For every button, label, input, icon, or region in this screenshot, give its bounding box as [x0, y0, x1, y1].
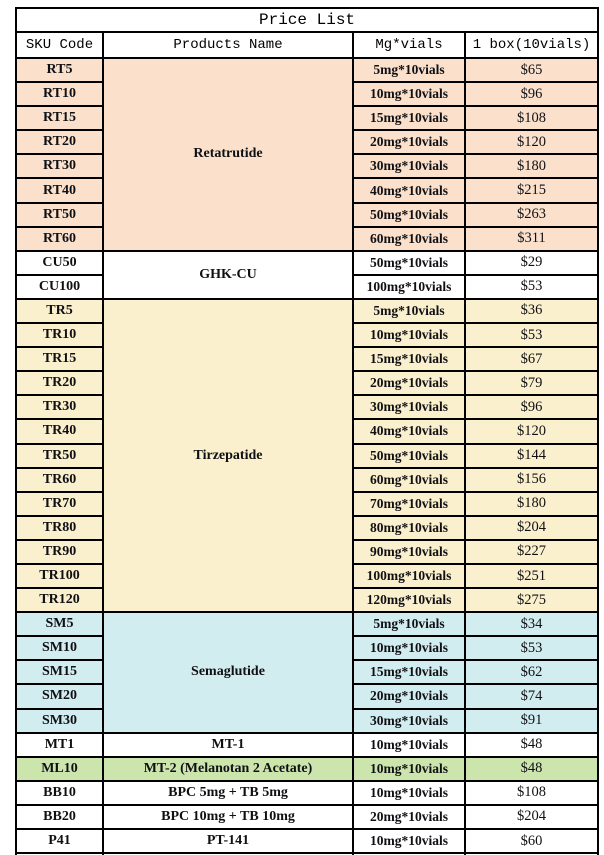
- mg-vials-cell: 10mg*10vials: [353, 636, 465, 660]
- price-cell: $180: [465, 492, 598, 516]
- sku-cell: RT20: [16, 130, 103, 154]
- sku-cell: TR10: [16, 323, 103, 347]
- mg-vials-cell: 80mg*10vials: [353, 516, 465, 540]
- sku-cell: TR20: [16, 371, 103, 395]
- sku-cell: TR90: [16, 540, 103, 564]
- price-cell: $34: [465, 612, 598, 636]
- price-cell: $29: [465, 251, 598, 275]
- page-title: Price List: [16, 8, 598, 32]
- mg-vials-cell: 10mg*10vials: [353, 757, 465, 781]
- price-cell: $48: [465, 757, 598, 781]
- sku-cell: RT40: [16, 178, 103, 202]
- table-row: [16, 781, 598, 805]
- mg-vials-cell: 5mg*10vials: [353, 58, 465, 82]
- price-cell: $53: [465, 275, 598, 299]
- mg-vials-cell: 100mg*10vials: [353, 564, 465, 588]
- sku-cell: RT30: [16, 154, 103, 178]
- mg-vials-cell: 20mg*10vials: [353, 371, 465, 395]
- sku-cell: TR30: [16, 395, 103, 419]
- sku-cell: SM10: [16, 636, 103, 660]
- sku-cell: TR5: [16, 299, 103, 323]
- mg-vials-cell: 30mg*10vials: [353, 709, 465, 733]
- price-cell: $53: [465, 323, 598, 347]
- price-cell: $48: [465, 733, 598, 757]
- sku-cell: TR40: [16, 419, 103, 443]
- sku-cell: TR70: [16, 492, 103, 516]
- price-cell: $67: [465, 347, 598, 371]
- price-cell: $79: [465, 371, 598, 395]
- table-row: [16, 757, 598, 781]
- mg-vials-cell: 120mg*10vials: [353, 588, 465, 612]
- product-name-cell: MT-2 (Melanotan 2 Acetate): [103, 757, 353, 781]
- mg-vials-cell: 60mg*10vials: [353, 468, 465, 492]
- price-cell: $62: [465, 660, 598, 684]
- mg-vials-cell: 20mg*10vials: [353, 805, 465, 829]
- mg-vials-cell: 50mg*10vials: [353, 444, 465, 468]
- sku-cell: BB20: [16, 805, 103, 829]
- sku-cell: TR80: [16, 516, 103, 540]
- column-header-products-name: Products Name: [103, 32, 353, 58]
- price-cell: $204: [465, 805, 598, 829]
- mg-vials-cell: 10mg*10vials: [353, 829, 465, 853]
- price-rows: [16, 8, 598, 855]
- price-cell: $251: [465, 564, 598, 588]
- mg-vials-cell: 10mg*10vials: [353, 82, 465, 106]
- sku-cell: RT60: [16, 227, 103, 251]
- price-cell: $120: [465, 419, 598, 443]
- product-name-cell: Semaglutide: [103, 612, 353, 732]
- sku-cell: SM30: [16, 709, 103, 733]
- mg-vials-cell: 5mg*10vials: [353, 612, 465, 636]
- sku-cell: SM15: [16, 660, 103, 684]
- price-cell: $275: [465, 588, 598, 612]
- mg-vials-cell: 20mg*10vials: [353, 130, 465, 154]
- table-row: [16, 805, 598, 829]
- sku-cell: RT5: [16, 58, 103, 82]
- mg-vials-cell: 5mg*10vials: [353, 299, 465, 323]
- sku-cell: TR50: [16, 444, 103, 468]
- price-cell: $263: [465, 203, 598, 227]
- price-cell: $74: [465, 684, 598, 708]
- price-cell: $156: [465, 468, 598, 492]
- sku-cell: TR100: [16, 564, 103, 588]
- price-cell: $108: [465, 781, 598, 805]
- sku-cell: CU100: [16, 275, 103, 299]
- sku-cell: MT1: [16, 733, 103, 757]
- mg-vials-cell: 70mg*10vials: [353, 492, 465, 516]
- table-row: [16, 251, 598, 275]
- mg-vials-cell: 15mg*10vials: [353, 660, 465, 684]
- mg-vials-cell: 10mg*10vials: [353, 781, 465, 805]
- table-title-row: [16, 8, 598, 32]
- price-cell: $96: [465, 395, 598, 419]
- product-name-cell: GHK-CU: [103, 251, 353, 299]
- product-name-cell: PT-141: [103, 829, 353, 853]
- price-cell: $36: [465, 299, 598, 323]
- sku-cell: SM5: [16, 612, 103, 636]
- mg-vials-cell: 30mg*10vials: [353, 154, 465, 178]
- table-header-row: [16, 32, 598, 58]
- mg-vials-cell: 50mg*10vials: [353, 203, 465, 227]
- price-cell: $311: [465, 227, 598, 251]
- mg-vials-cell: 40mg*10vials: [353, 419, 465, 443]
- mg-vials-cell: 20mg*10vials: [353, 684, 465, 708]
- product-name-cell: BPC 10mg + TB 10mg: [103, 805, 353, 829]
- sku-cell: CU50: [16, 251, 103, 275]
- column-header-box-price: 1 box(10vials): [465, 32, 598, 58]
- column-header-mg-vials: Mg*vials: [353, 32, 465, 58]
- price-cell: $108: [465, 106, 598, 130]
- table-row: [16, 612, 598, 636]
- sku-cell: P41: [16, 829, 103, 853]
- mg-vials-cell: 15mg*10vials: [353, 106, 465, 130]
- mg-vials-cell: 10mg*10vials: [353, 323, 465, 347]
- mg-vials-cell: 15mg*10vials: [353, 347, 465, 371]
- sku-cell: BB10: [16, 781, 103, 805]
- product-name-cell: BPC 5mg + TB 5mg: [103, 781, 353, 805]
- table-row: [16, 829, 598, 853]
- sku-cell: TR15: [16, 347, 103, 371]
- price-cell: $144: [465, 444, 598, 468]
- table-row: [16, 733, 598, 757]
- mg-vials-cell: 60mg*10vials: [353, 227, 465, 251]
- price-cell: $91: [465, 709, 598, 733]
- sku-cell: ML10: [16, 757, 103, 781]
- mg-vials-cell: 40mg*10vials: [353, 178, 465, 202]
- price-cell: $215: [465, 178, 598, 202]
- mg-vials-cell: 10mg*10vials: [353, 733, 465, 757]
- product-name-cell: Tirzepatide: [103, 299, 353, 612]
- mg-vials-cell: 100mg*10vials: [353, 275, 465, 299]
- sku-cell: TR60: [16, 468, 103, 492]
- sku-cell: RT10: [16, 82, 103, 106]
- sku-cell: RT15: [16, 106, 103, 130]
- mg-vials-cell: 50mg*10vials: [353, 251, 465, 275]
- sku-cell: RT50: [16, 203, 103, 227]
- price-cell: $227: [465, 540, 598, 564]
- mg-vials-cell: 30mg*10vials: [353, 395, 465, 419]
- price-list-table: [15, 7, 599, 855]
- product-name-cell: MT-1: [103, 733, 353, 757]
- price-cell: $53: [465, 636, 598, 660]
- table-row: [16, 299, 598, 323]
- mg-vials-cell: 90mg*10vials: [353, 540, 465, 564]
- table-row: [16, 58, 598, 82]
- price-cell: $65: [465, 58, 598, 82]
- price-cell: $96: [465, 82, 598, 106]
- column-header-sku-code: SKU Code: [16, 32, 103, 58]
- sku-cell: SM20: [16, 684, 103, 708]
- price-cell: $120: [465, 130, 598, 154]
- price-cell: $204: [465, 516, 598, 540]
- sku-cell: TR120: [16, 588, 103, 612]
- price-cell: $180: [465, 154, 598, 178]
- price-cell: $60: [465, 829, 598, 853]
- product-name-cell: Retatrutide: [103, 58, 353, 251]
